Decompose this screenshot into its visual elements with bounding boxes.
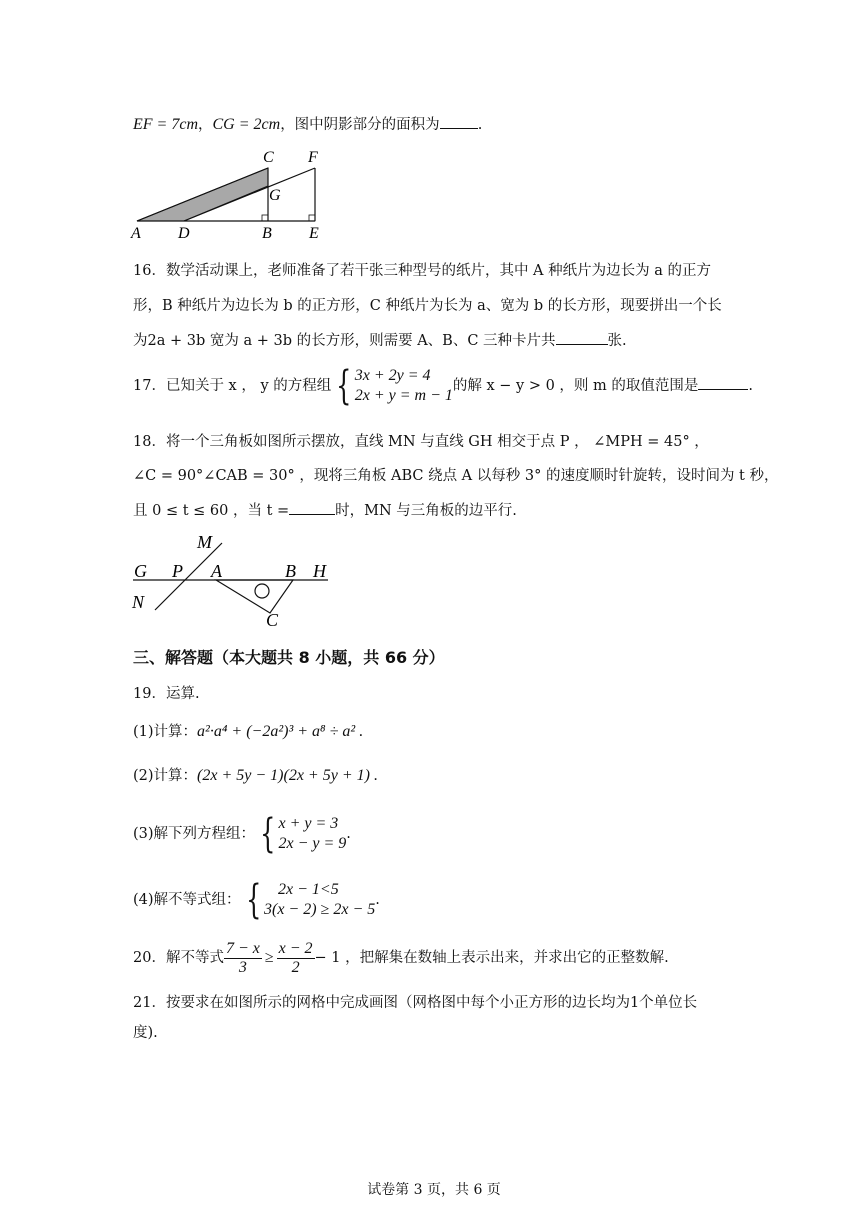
q15-cg: CG = 2cm: [212, 116, 281, 133]
q19-p3-eq2: 2x − y = 9: [278, 835, 347, 852]
q19-p1-expr: a²·a⁴ + (−2a²)³ + a⁸ ÷ a² .: [197, 723, 364, 740]
q16-line3-text: 为2a + 3b 宽为 a + 3b 的长方形，则需要 A、B、C 三种卡片共: [133, 333, 556, 349]
q15-sep: ，: [198, 117, 213, 133]
page-footer: 试卷第 3 页，共 6 页: [367, 1182, 501, 1198]
q19-title: 19．运算.: [133, 686, 200, 702]
label-g2: G: [134, 561, 147, 581]
q16-answer-blank[interactable]: [556, 330, 608, 345]
q21-line2: 度).: [133, 1025, 158, 1041]
label-m: M: [197, 532, 212, 552]
label-c: C: [263, 149, 274, 166]
q17-eq2: 2x + y = m − 1: [354, 387, 453, 404]
q15-figure: [125, 145, 335, 245]
q19-p3-end: .: [346, 826, 351, 842]
q15-text: [133, 114, 482, 135]
q18-line2: ∠C = 90°∠CAB = 30° ，现将三角板 ABC 绕点 A 以每秒 3° 的速度顺时针旋转，设时间为 t 秒，: [133, 468, 779, 484]
q16-line3-end: 张.: [607, 333, 627, 349]
right-angle-e: [309, 215, 315, 221]
q18-line3-end: 时，MN 与三角板的边平行.: [335, 503, 517, 519]
q19-part1: [133, 722, 363, 742]
q17-middle: 的解 x − y > 0 ，则 m 的取值范围是: [452, 378, 699, 394]
q20-frac1-den: 3: [238, 958, 247, 976]
q20-fraction-left: [224, 940, 262, 977]
q15-question: ，图中阴影部分的面积为: [280, 117, 440, 133]
q15-answer-blank[interactable]: [440, 114, 478, 129]
q19-part3: [133, 812, 351, 856]
q19-p2-expr: (2x + 5y − 1)(2x + 5y + 1) .: [197, 767, 378, 784]
label-c2: C: [266, 610, 279, 630]
q19-part4: [133, 878, 380, 922]
label-h: H: [313, 561, 326, 581]
right-angle-b: [262, 215, 268, 221]
label-e: E: [309, 225, 319, 242]
q20-line: [133, 938, 669, 978]
q19-p4-label: (4)解不等式组：: [133, 892, 241, 908]
triangle-abc: [216, 580, 293, 613]
q20-frac1-num: 7 − x: [225, 939, 260, 957]
q18-figure: [125, 530, 345, 630]
q18-answer-blank[interactable]: [289, 500, 335, 515]
q18-line3: [133, 500, 517, 521]
q17-end: .: [748, 378, 753, 394]
label-n: N: [132, 592, 145, 612]
q20-prefix: 20．解不等式: [133, 950, 224, 966]
label-f: F: [308, 149, 318, 166]
label-g: G: [269, 187, 281, 204]
q20-fraction-right: [277, 940, 315, 977]
label-a2: A: [211, 561, 222, 581]
q19-p3-system: [279, 814, 347, 854]
q21-line1: 21．按要求在如图所示的网格中完成画图（网格图中每个小正方形的边长均为1个单位长: [133, 995, 698, 1011]
q19-p4-system: [264, 880, 375, 920]
q17-prefix: 17．已知关于 x ， y 的方程组: [133, 378, 332, 394]
q16-line3: [133, 330, 627, 351]
q19-p4-eq2: 3(x − 2) ≥ 2x − 5: [264, 901, 376, 918]
q20-suffix: − 1 ，把解集在数轴上表示出来，并求出它的正整数解.: [314, 950, 669, 966]
q17-brace: {: [336, 363, 352, 409]
q18-line3-text: 且 0 ≤ t ≤ 60 ，当 t =: [133, 503, 290, 519]
q19-p4-end: .: [375, 892, 380, 908]
label-p: P: [172, 561, 183, 581]
label-b: B: [262, 225, 272, 242]
q18-line1: 18．将一个三角板如图所示摆放，直线 MN 与直线 GH 相交于点 P ， ∠MPH = 45° ，: [133, 434, 709, 450]
label-a: A: [131, 225, 141, 242]
q19-part2: [133, 766, 378, 786]
q16-line1: 16．数学活动课上，老师准备了若干张三种型号的纸片，其中 A 种纸片为边长为 a 的正方: [133, 263, 712, 279]
q17-eq1: 3x + 2y = 4: [354, 367, 431, 384]
q16-line2: 形，B 种纸片为边长为 b 的正方形，C 种纸片为长为 a、宽为 b 的长方形，现要拼出一个长: [133, 298, 722, 314]
q19-p3-brace: {: [260, 811, 276, 857]
q19-p3-label: (3)解下列方程组：: [133, 826, 256, 842]
q20-ge: ≥: [264, 949, 274, 966]
q15-ef: EF = 7cm: [133, 116, 198, 133]
q17-system: [355, 366, 453, 406]
q19-p3-eq1: x + y = 3: [278, 815, 339, 832]
section-three-heading: 三、解答题（本大题共 8 小题，共 66 分）: [133, 648, 445, 667]
q20-frac2-num: x − 2: [278, 939, 313, 957]
label-d: D: [178, 225, 190, 242]
q15-end: .: [477, 117, 483, 133]
q17-answer-blank[interactable]: [698, 375, 748, 390]
label-b2: B: [285, 561, 296, 581]
q19-p1-label: (1)计算：: [133, 724, 198, 740]
q17-line: [133, 363, 753, 409]
q19-p2-label: (2)计算：: [133, 768, 198, 784]
triangle-hole: [255, 584, 269, 598]
q19-p4-brace: {: [245, 877, 261, 923]
q19-p4-eq1: 2x − 1<5: [278, 881, 339, 898]
q20-frac2-den: 2: [291, 958, 300, 976]
